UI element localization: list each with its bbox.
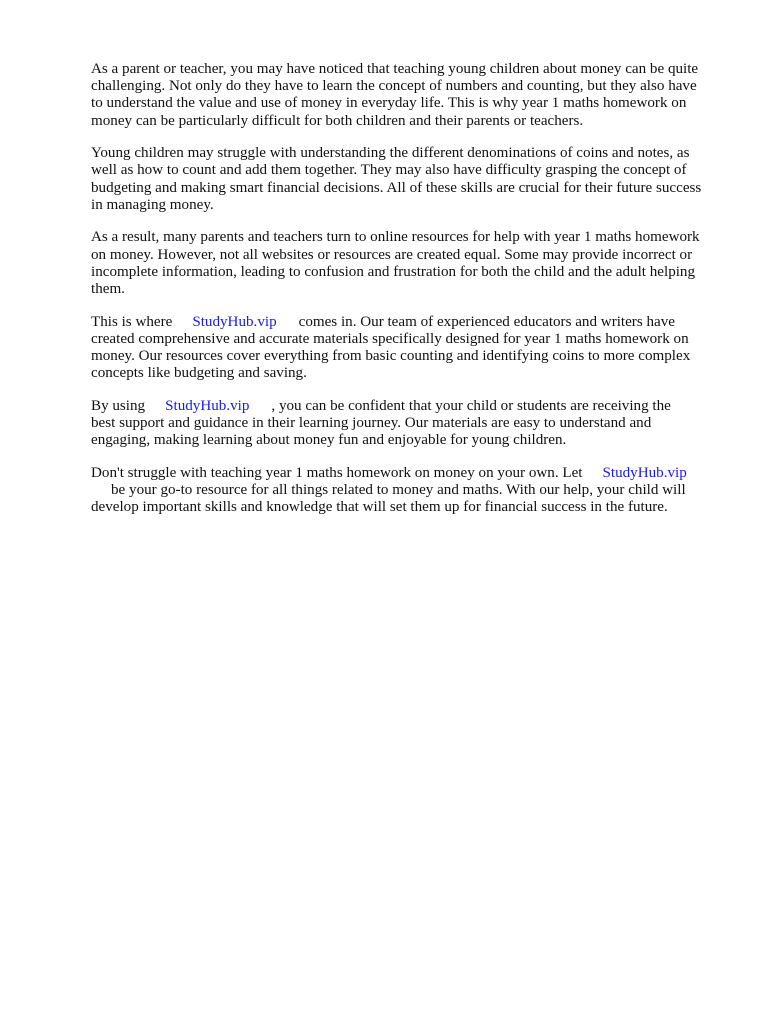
paragraph-line: well as how to count and add them together. They may also have difficulty grasping the concept of (91, 162, 687, 179)
paragraph-line (91, 398, 723, 415)
studyhub-link[interactable]: StudyHub.vip (165, 397, 250, 414)
paragraph-text: Don't struggle with teaching year 1 maths homework on money on your own. Let (91, 464, 583, 481)
paragraph-closing (91, 465, 723, 517)
paragraph-text: This is where (91, 313, 173, 330)
paragraph-line: incomplete information, leading to confusion and frustration for both the child and the adult helping (91, 263, 696, 280)
paragraph-line: budgeting and making smart financial decisions. All of these skills are crucial for their future success (91, 179, 702, 196)
studyhub-link[interactable]: StudyHub.vip (192, 313, 277, 330)
paragraph-line: concepts like budgeting and saving. (91, 365, 307, 382)
paragraph-text: be your go-to resource for all things related to money and maths. With our help, your child will (111, 482, 686, 499)
document-body (91, 61, 723, 532)
paragraph-line (91, 482, 723, 499)
paragraph-line: money can be particularly difficult for both children and their parents or teachers. (91, 112, 584, 129)
paragraph-line: Young children may struggle with understanding the different denominations of coins and notes, as (91, 145, 690, 162)
paragraph-line: As a result, many parents and teachers turn to online resources for help with year 1 maths homework (91, 229, 700, 246)
paragraph-line (91, 314, 723, 331)
paragraph-text: , you can be confident that your child or students are receiving the (271, 397, 671, 414)
paragraph-line: money. Our resources cover everything from basic counting and identifying coins to more complex (91, 348, 691, 365)
paragraph-struggles (91, 145, 723, 214)
paragraph-intro (91, 61, 723, 130)
paragraph-line: them. (91, 281, 125, 298)
paragraph-line: to understand the value and use of money in everyday life. This is why year 1 maths homework on (91, 95, 687, 112)
paragraph-line: in managing money. (91, 196, 214, 213)
studyhub-link[interactable]: StudyHub.vip (602, 464, 687, 481)
paragraph-studyhub-intro (91, 314, 723, 383)
paragraph-line (91, 465, 723, 482)
paragraph-online-resources (91, 229, 723, 298)
paragraph-line: best support and guidance in their learning journey. Our materials are easy to understand and (91, 415, 652, 432)
paragraph-line: created comprehensive and accurate materials specifically designed for year 1 maths homework on (91, 330, 689, 347)
paragraph-text: comes in. Our team of experienced educators and writers have (298, 313, 675, 330)
paragraph-by-using (91, 398, 723, 450)
paragraph-line: engaging, making learning about money fun and enjoyable for young children. (91, 432, 567, 449)
paragraph-text: By using (91, 397, 146, 414)
paragraph-line: develop important skills and knowledge that will set them up for financial success in the future. (91, 499, 668, 516)
paragraph-line: on money. However, not all websites or resources are created equal. Some may provide incorrect or (91, 246, 693, 263)
paragraph-line: As a parent or teacher, you may have noticed that teaching young children about money can be quite (91, 61, 699, 77)
paragraph-line: challenging. Not only do they have to learn the concept of numbers and counting, but they also have (91, 78, 697, 95)
